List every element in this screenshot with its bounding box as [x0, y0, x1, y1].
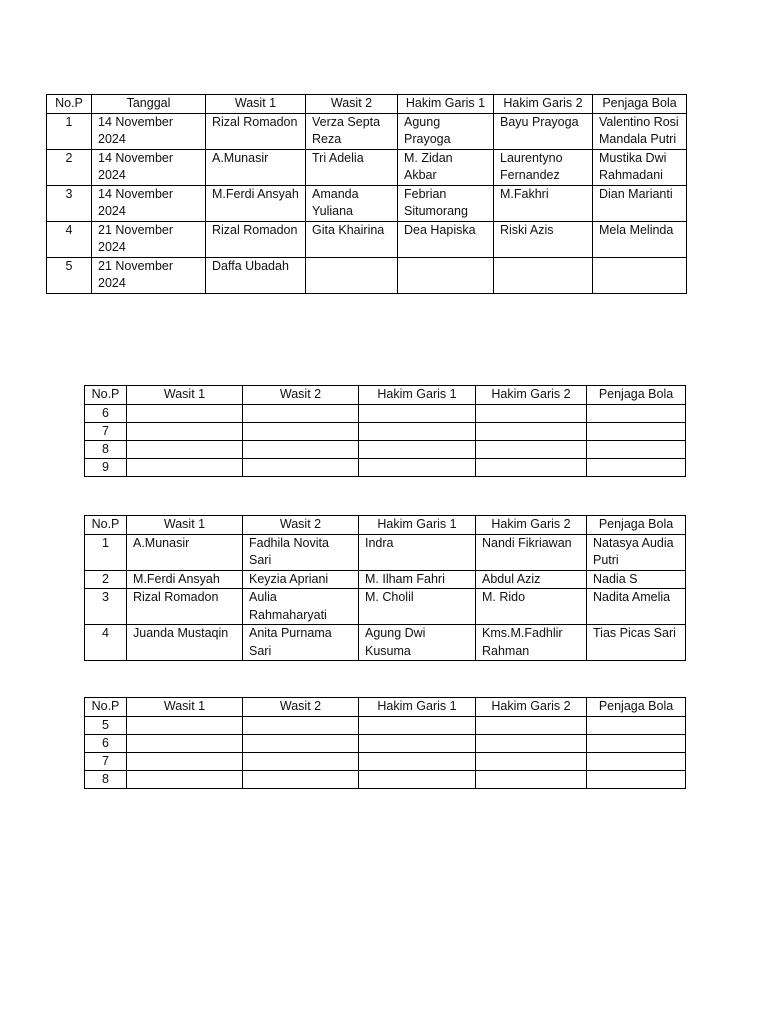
column-header: Wasit 1: [127, 698, 243, 717]
column-header: No.P: [47, 95, 92, 114]
column-header: Wasit 2: [306, 95, 398, 114]
column-header: Hakim Garis 1: [359, 698, 476, 717]
table-header-row: [85, 386, 686, 405]
table-cell: [243, 770, 359, 788]
table-row: [85, 422, 686, 440]
column-header: Penjaga Bola: [593, 95, 687, 114]
table-row: [85, 440, 686, 458]
table-cell: [243, 716, 359, 734]
table-cell: 4: [85, 625, 127, 661]
column-header: Hakim Garis 2: [494, 95, 593, 114]
table-cell: M.Fakhri: [494, 185, 593, 221]
table-row: [85, 625, 686, 661]
schedule-table-3: [84, 515, 686, 661]
table-cell: [476, 734, 587, 752]
schedule-table-2: [84, 385, 686, 477]
table-cell: [359, 770, 476, 788]
column-header: Wasit 1: [206, 95, 306, 114]
table-cell: M.Ferdi Ansyah: [127, 570, 243, 589]
table-row: [85, 534, 686, 570]
table-cell: Nadita Amelia: [587, 589, 686, 625]
table-cell: [127, 734, 243, 752]
table-cell: Febrian Situmorang: [398, 185, 494, 221]
table-cell: [587, 770, 686, 788]
table-cell: Agung Dwi Kusuma: [359, 625, 476, 661]
table-cell: [476, 422, 587, 440]
table-cell: M.Ferdi Ansyah: [206, 185, 306, 221]
table-cell: 6: [85, 734, 127, 752]
table-cell: Fadhila Novita Sari: [243, 534, 359, 570]
table-row: [85, 570, 686, 589]
table-cell: [593, 257, 687, 293]
column-header: Tanggal: [92, 95, 206, 114]
table-cell: [359, 734, 476, 752]
table-row: [47, 185, 687, 221]
table-cell: M. Ilham Fahri: [359, 570, 476, 589]
column-header: No.P: [85, 698, 127, 717]
table-cell: Dea Hapiska: [398, 221, 494, 257]
table-row: [85, 716, 686, 734]
table-cell: [587, 422, 686, 440]
table-cell: Nadia S: [587, 570, 686, 589]
table-cell: [476, 752, 587, 770]
table-cell: [127, 422, 243, 440]
column-header: Hakim Garis 2: [476, 698, 587, 717]
schedule-table-1: [46, 94, 687, 294]
table-cell: [243, 752, 359, 770]
table-cell: 7: [85, 422, 127, 440]
table-cell: [359, 716, 476, 734]
table-cell: [476, 458, 587, 476]
table-row: [85, 734, 686, 752]
table-row: [47, 221, 687, 257]
column-header: Hakim Garis 1: [359, 516, 476, 535]
table-cell: Amanda Yuliana: [306, 185, 398, 221]
table-row: [47, 149, 687, 185]
table-cell: Natasya Audia Putri: [587, 534, 686, 570]
table-row: [85, 752, 686, 770]
table-cell: Tias Picas Sari: [587, 625, 686, 661]
table-cell: Keyzia Apriani: [243, 570, 359, 589]
table-cell: A.Munasir: [127, 534, 243, 570]
table-row: [85, 589, 686, 625]
table-cell: [587, 440, 686, 458]
table-cell: 2: [85, 570, 127, 589]
column-header: Hakim Garis 1: [359, 386, 476, 405]
table-cell: 14 November 2024: [92, 149, 206, 185]
table-cell: [359, 422, 476, 440]
column-header: Hakim Garis 2: [476, 516, 587, 535]
column-header: Hakim Garis 2: [476, 386, 587, 405]
table-cell: 4: [47, 221, 92, 257]
table-cell: [127, 404, 243, 422]
table-cell: [359, 404, 476, 422]
table-cell: Valentino Rosi Mandala Putri: [593, 113, 687, 149]
table-cell: 8: [85, 770, 127, 788]
table-cell: 14 November 2024: [92, 113, 206, 149]
table-cell: 1: [85, 534, 127, 570]
table-cell: Tri Adelia: [306, 149, 398, 185]
table-cell: Indra: [359, 534, 476, 570]
table-cell: [127, 770, 243, 788]
table-cell: M. Rido: [476, 589, 587, 625]
table-cell: [587, 716, 686, 734]
column-header: Wasit 2: [243, 516, 359, 535]
table-cell: 2: [47, 149, 92, 185]
table-cell: 7: [85, 752, 127, 770]
table-cell: [359, 458, 476, 476]
table-cell: 5: [85, 716, 127, 734]
column-header: Penjaga Bola: [587, 516, 686, 535]
table-cell: Kms.M.Fadhlir Rahman: [476, 625, 587, 661]
table-cell: Laurentyno Fernandez: [494, 149, 593, 185]
table-cell: Bayu Prayoga: [494, 113, 593, 149]
table-cell: 1: [47, 113, 92, 149]
table-cell: [243, 422, 359, 440]
table-cell: Agung Prayoga: [398, 113, 494, 149]
table-cell: [476, 770, 587, 788]
table-cell: Anita Purnama Sari: [243, 625, 359, 661]
table-cell: Rizal Romadon: [206, 113, 306, 149]
table-cell: M. Cholil: [359, 589, 476, 625]
table-cell: [243, 734, 359, 752]
table-cell: 9: [85, 458, 127, 476]
table-row: [85, 404, 686, 422]
table-cell: [359, 440, 476, 458]
table-cell: [476, 440, 587, 458]
column-header: No.P: [85, 386, 127, 405]
table-cell: [494, 257, 593, 293]
table-cell: [127, 752, 243, 770]
table-cell: 3: [85, 589, 127, 625]
table-cell: Abdul Aziz: [476, 570, 587, 589]
column-header: Penjaga Bola: [587, 698, 686, 717]
table-row: [47, 113, 687, 149]
table-header-row: [85, 516, 686, 535]
table-cell: [398, 257, 494, 293]
table-cell: 5: [47, 257, 92, 293]
column-header: Wasit 2: [243, 386, 359, 405]
table-row: [47, 257, 687, 293]
table-cell: M. Zidan Akbar: [398, 149, 494, 185]
table-cell: Gita Khairina: [306, 221, 398, 257]
table-cell: Daffa Ubadah: [206, 257, 306, 293]
table-cell: [127, 440, 243, 458]
table-cell: [476, 716, 587, 734]
table-cell: Juanda Mustaqin: [127, 625, 243, 661]
table-cell: [127, 716, 243, 734]
column-header: No.P: [85, 516, 127, 535]
table-cell: [587, 404, 686, 422]
table-cell: 14 November 2024: [92, 185, 206, 221]
column-header: Penjaga Bola: [587, 386, 686, 405]
column-header: Wasit 1: [127, 386, 243, 405]
table-header-row: [47, 95, 687, 114]
table-cell: 21 November 2024: [92, 257, 206, 293]
table-header-row: [85, 698, 686, 717]
table-cell: [359, 752, 476, 770]
table-cell: [243, 458, 359, 476]
table-cell: [587, 752, 686, 770]
table-cell: A.Munasir: [206, 149, 306, 185]
table-cell: 3: [47, 185, 92, 221]
table-cell: [306, 257, 398, 293]
table-cell: Verza Septa Reza: [306, 113, 398, 149]
table-row: [85, 770, 686, 788]
table-cell: [587, 458, 686, 476]
table-cell: 8: [85, 440, 127, 458]
table-cell: Dian Marianti: [593, 185, 687, 221]
table-cell: Rizal Romadon: [206, 221, 306, 257]
table-cell: [243, 440, 359, 458]
table-cell: [127, 458, 243, 476]
table-cell: 21 November 2024: [92, 221, 206, 257]
table-row: [85, 458, 686, 476]
table-cell: Riski Azis: [494, 221, 593, 257]
column-header: Wasit 1: [127, 516, 243, 535]
column-header: Wasit 2: [243, 698, 359, 717]
table-cell: Aulia Rahmaharyati: [243, 589, 359, 625]
table-cell: Mustika Dwi Rahmadani: [593, 149, 687, 185]
table-cell: [587, 734, 686, 752]
column-header: Hakim Garis 1: [398, 95, 494, 114]
table-cell: [476, 404, 587, 422]
table-cell: Nandi Fikriawan: [476, 534, 587, 570]
table-cell: Mela Melinda: [593, 221, 687, 257]
table-cell: Rizal Romadon: [127, 589, 243, 625]
table-cell: 6: [85, 404, 127, 422]
schedule-table-4: [84, 697, 686, 789]
table-cell: [243, 404, 359, 422]
